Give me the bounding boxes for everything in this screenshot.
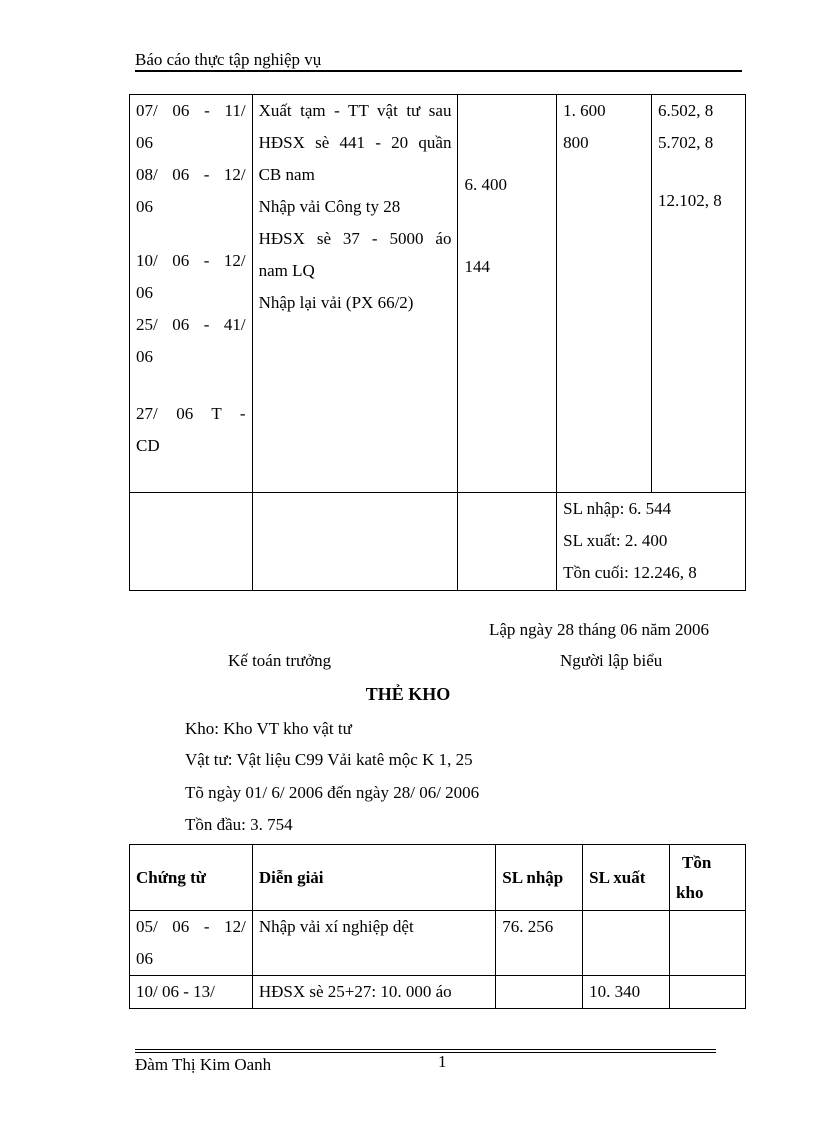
row2-stock [670,976,746,1009]
date-line: 27/ 06 T - [136,404,246,423]
balance-value: 5.702, 8 [658,133,714,152]
description-line: Nhập lại vải (PX 66/2) [258,293,414,312]
summary-line: SL nhập: 6. 544 [563,499,672,518]
date-line: 06 [136,949,153,968]
balance-column [652,95,746,493]
table-row [130,911,746,976]
signoff-date: Lập ngày 28 tháng 06 năm 2006 [489,620,710,639]
warehouse-line: Kho: Kho VT kho vật tư [185,719,352,738]
description-line: nam LQ [258,261,315,280]
summary-row [130,493,746,591]
header-in: SL nhập [496,845,583,911]
table-row [130,976,746,1009]
opening-balance-line: Tồn đầu: 3. 754 [185,815,293,834]
quantity-out-column [557,95,652,493]
balance-value: 12.102, 8 [658,191,722,210]
quantity-value: 800 [563,133,589,152]
quantity-value: 1. 600 [563,101,606,120]
row2-in [496,976,583,1009]
quantity-in-column [458,95,557,493]
date-line: 08/ 06 - 12/ [136,165,246,184]
summary-line: Tồn cuối: 12.246, 8 [563,563,697,582]
footer-rule [135,1049,716,1050]
header-stock [670,845,746,911]
header-out: SL xuất [583,845,670,911]
page-header [135,50,742,72]
description-line: Nhập vải Công ty 28 [258,197,401,216]
preparer-label: Người lập biểu [560,651,663,670]
header-title: Báo cáo thực tập nghiệp vụ [135,50,322,69]
row1-in: 76. 256 [496,911,583,976]
stock-card-table [129,844,746,1009]
date-line: CD [136,436,160,455]
header-desc: Diễn giải [252,845,495,911]
date-line: 10/ 06 - 12/ [136,251,246,270]
summary-cell [557,493,746,591]
stock-card-title: THẺ KHO [365,684,451,704]
date-line: 06 [136,197,153,216]
row1-date [130,911,253,976]
period-line: Tõ ngày 01/ 6/ 2006 đến ngày 28/ 06/ 2006 [185,783,480,802]
material-line: Vật tư: Vật liệu C99 Vải katê mộc K 1, 25 [185,750,473,769]
header-doc: Chứng từ [130,845,253,911]
balance-value: 6.502, 8 [658,101,714,120]
table-header-row [130,845,746,911]
row2-date: 10/ 06 - 13/ [130,976,253,1009]
date-line: 06 [136,133,153,152]
row2-desc: HĐSX sè 25+27: 10. 000 áo [252,976,495,1009]
date-line: 07/ 06 - 11/ [136,101,246,120]
row1-stock [670,911,746,976]
footer-author: Đàm Thị Kim Oanh [135,1055,272,1074]
row1-desc: Nhập vải xí nghiệp dệt [252,911,495,976]
description-line: HĐSX sè 37 - 5000 áo [258,229,452,248]
summary-line: SL xuất: 2. 400 [563,531,668,550]
description-line: HĐSX sè 441 - 20 quần [258,133,452,152]
quantity-value: 144 [464,257,490,276]
footer-rule [135,1052,716,1053]
description-column [252,95,458,493]
date-line: 05/ 06 - 12/ [136,917,246,936]
table-row [130,95,746,493]
row1-out [583,911,670,976]
date-line: 25/ 06 - 41/ [136,315,246,334]
footer-page-number: 1 [438,1052,447,1071]
date-line: 06 [136,347,153,366]
chief-accountant-label: Kế toán trưởng [228,651,332,670]
date-column [130,95,253,493]
header-stock-line2: kho [676,882,704,902]
description-line: Xuất tạm - TT vật tư sau [258,101,452,120]
header-stock-line1: Tồn [682,852,712,872]
row2-out: 10. 340 [583,976,670,1009]
date-line: 06 [136,283,153,302]
quantity-value: 6. 400 [464,175,507,194]
description-line: CB nam [258,165,315,184]
ledger-table [129,94,746,591]
